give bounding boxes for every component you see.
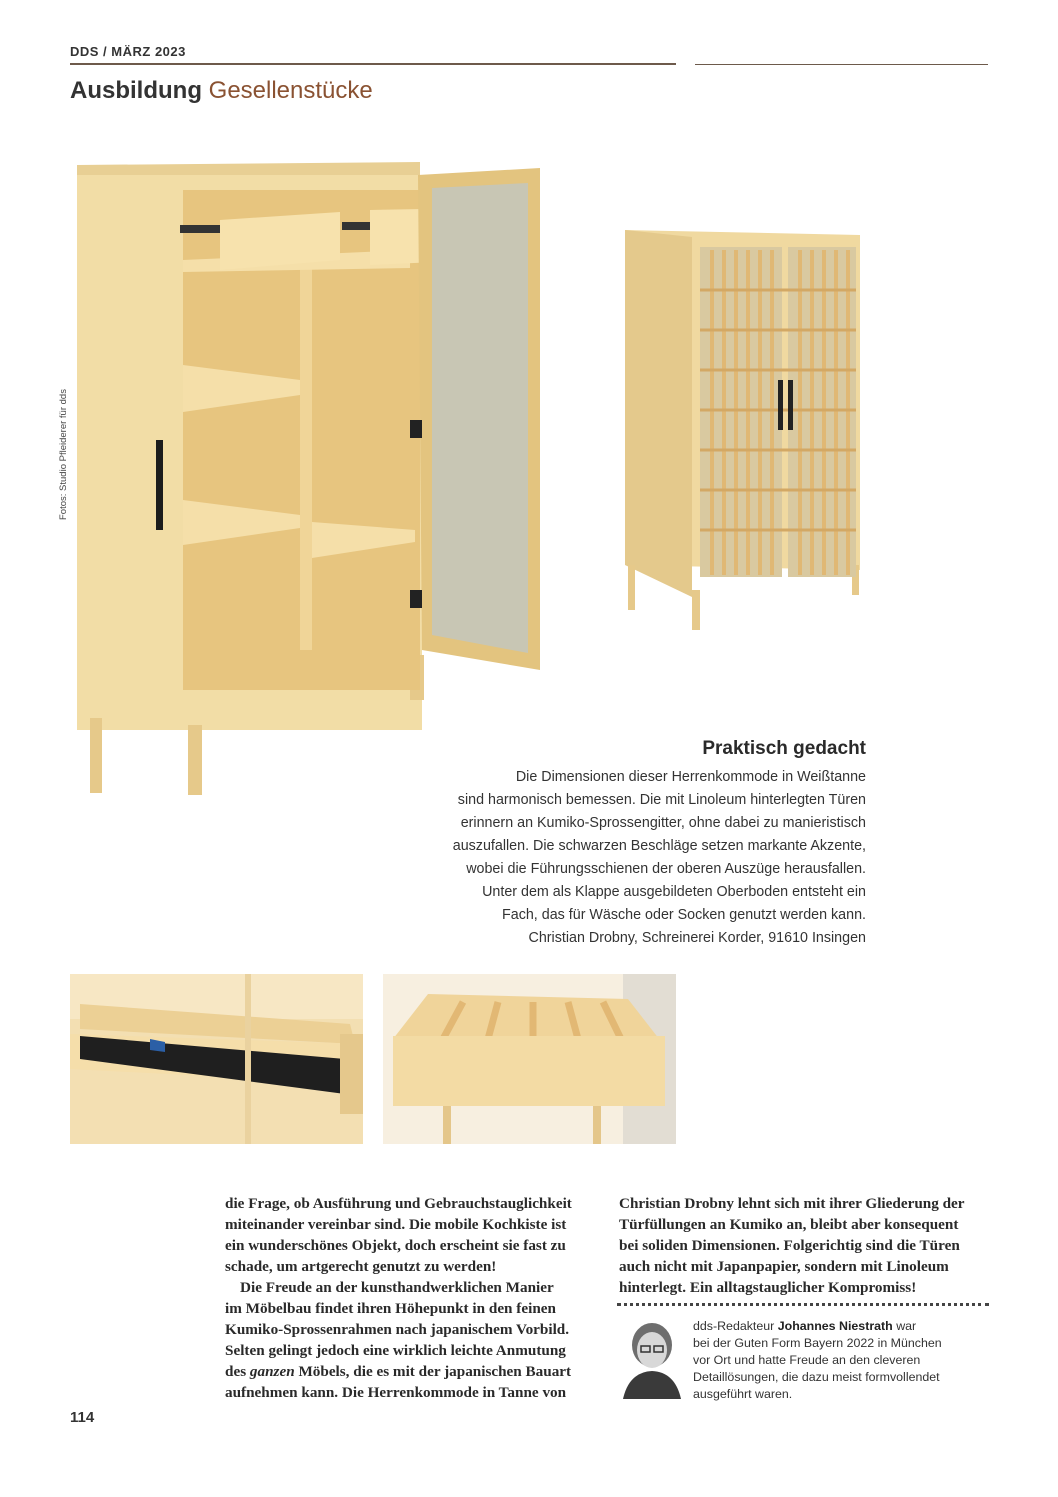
body-line: Türfüllungen an Kumiko an, bleibt aber konsequent [619, 1216, 959, 1233]
section-category: Ausbildung [70, 77, 202, 104]
author-suffix: war [896, 1319, 917, 1333]
caption-line: erinnern an Kumiko-Sprossengitter, ohne dabei zu manieristisch [460, 815, 866, 831]
author-bio-line: bei der Guten Form Bayern 2022 in München [693, 1336, 942, 1350]
body-line: miteinander vereinbar sind. Die mobile Kochkiste ist [225, 1216, 567, 1233]
page-number: 114 [70, 1409, 95, 1426]
section-heading [70, 76, 373, 106]
body-line: Selten gelingt jedoch eine wirklich leichte Anmutung [225, 1342, 566, 1359]
caption-line: Die Dimensionen dieser Herrenkommode in Weißtanne [515, 769, 866, 785]
caption-line: sind harmonisch bemessen. Die mit Linoleum hinterlegten Türen [457, 792, 866, 808]
body-line: bei soliden Dimensionen. Folgerichtig sind die Türen [619, 1237, 960, 1254]
author-bio-line: ausgeführt waren. [693, 1387, 793, 1401]
body-text: Möbels, die es mit der japanischen Bauart [298, 1363, 572, 1380]
caption-line: Fach, das für Wäsche oder Socken genutzt werden kann. [502, 907, 866, 923]
caption-title: Praktisch gedacht [702, 738, 866, 759]
body-line: Die Freude an der kunsthandwerklichen Manier [240, 1279, 554, 1296]
dotted-divider [617, 1303, 989, 1306]
body-line: im Möbelbau findet ihren Höhepunkt in den feinen [225, 1300, 556, 1317]
body-text: des [225, 1363, 247, 1380]
issue-label: DDS / MÄRZ 2023 [70, 44, 186, 59]
body-line: ein wunderschönes Objekt, doch erscheint sie fast zu [225, 1237, 566, 1254]
caption-line: wobei die Führungsschienen der oberen Auszüge herausfallen. [466, 861, 866, 877]
drawer-rail-photo [70, 974, 363, 1144]
emphasis-text: ganzen [249, 1363, 295, 1380]
body-line: die Frage, ob Ausführung und Gebrauchstauglichkeit [225, 1195, 572, 1212]
author-prefix: dds-Redakteur [693, 1319, 775, 1333]
author-name: Johannes Niestrath [777, 1319, 893, 1333]
author-bio-line: vor Ort und hatte Freude an den cleveren [693, 1353, 921, 1367]
body-line: schade, um artgerecht genutzt zu werden! [225, 1258, 497, 1275]
body-line [225, 1363, 571, 1381]
author-bio-line: Detaillösungen, die dazu meist formvollendet [693, 1370, 940, 1384]
photo-credit: Fotos: Studio Pfleiderer für dds [58, 389, 69, 520]
caption-line: Christian Drobny, Schreinerei Korder, 91610 Insingen [528, 930, 866, 946]
body-line: Kumiko-Sprossenrahmen nach japanischem Vorbild. [225, 1321, 570, 1338]
body-line: Christian Drobny lehnt sich mit ihrer Gliederung der [619, 1195, 965, 1212]
author-portrait [619, 1317, 685, 1399]
closed-cabinet-photo [620, 225, 865, 630]
drawer-divider-photo [383, 974, 676, 1144]
body-line: hinterlegt. Ein alltagstauglicher Kompromiss! [619, 1279, 917, 1296]
body-line: auch nicht mit Japanpapier, sondern mit Linoleum [619, 1258, 949, 1275]
header-rule-right [695, 64, 988, 65]
author-bio-line [693, 1318, 916, 1334]
caption-line: Unter dem als Klappe ausgebildeten Oberboden entsteht ein [482, 884, 866, 900]
header-rule-left [70, 63, 676, 65]
section-title: Gesellenstücke [208, 77, 373, 104]
open-cabinet-photo [70, 150, 550, 800]
caption-line: auszufallen. Die schwarzen Beschläge setzen markante Akzente, [452, 838, 866, 854]
body-line: aufnehmen kann. Die Herrenkommode in Tanne von [225, 1384, 567, 1401]
